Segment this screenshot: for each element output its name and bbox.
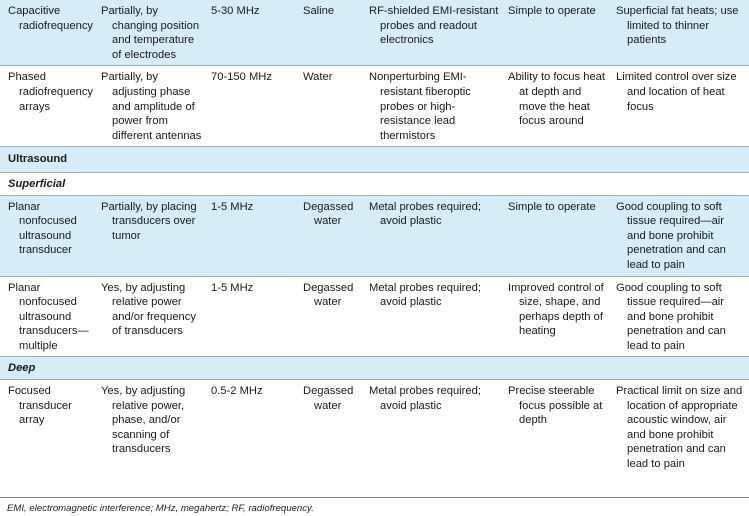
thermometry-cell xyxy=(365,0,504,66)
thermometry-cell xyxy=(365,276,504,357)
control-text: Partially, by changing position and temperature of electrodes xyxy=(101,5,200,61)
frequency-cell xyxy=(207,195,299,276)
subsection-deep xyxy=(0,357,749,380)
limitations-cell xyxy=(612,0,749,66)
thermometry-cell xyxy=(365,66,504,147)
table-bottom-rule xyxy=(0,497,749,498)
frequency-text: 0.5-2 MHz xyxy=(211,385,263,398)
advantages-text: Ability to focus heat at depth and move the heat focus around xyxy=(508,71,606,128)
medium-text: Saline xyxy=(303,5,335,17)
subsection-heading: Superficial xyxy=(0,172,749,195)
thermometry-text: Metal probes required; avoid plastic xyxy=(369,281,481,309)
control-text: Partially, by placing transducers over tumor xyxy=(101,200,197,242)
limitations-cell xyxy=(612,276,749,357)
method-cell xyxy=(0,66,97,147)
method-text: Focused transducer array xyxy=(8,385,72,427)
thermometry-cell xyxy=(365,380,504,475)
limitations-cell xyxy=(612,380,749,475)
thermometry-text: Metal probes required; avoid plastic xyxy=(369,385,481,412)
medium-cell xyxy=(299,380,365,475)
row-capacitive-radiofrequency xyxy=(0,0,749,66)
medium-text: Water xyxy=(303,71,333,84)
method-cell xyxy=(0,380,97,475)
advantages-text: Simple to operate xyxy=(508,5,596,17)
row-planar-nonfocused-transducer xyxy=(0,195,749,276)
frequency-text: 1-5 MHz xyxy=(211,281,254,294)
method-cell xyxy=(0,0,97,66)
method-text: Planar nonfocused ultrasound transducer xyxy=(8,200,77,257)
frequency-cell xyxy=(207,66,299,147)
frequency-cell xyxy=(207,380,299,475)
thermometry-text: Nonperturbing EMI-resistant fiberoptic probes or high-resistance lead thermistors xyxy=(369,71,471,142)
frequency-cell xyxy=(207,276,299,357)
method-text: Phased radiofrequency arrays xyxy=(8,71,94,113)
limitations-text: Superficial fat heats; use limited to thinner patients xyxy=(616,5,739,47)
medium-cell xyxy=(299,195,365,276)
method-cell xyxy=(0,195,97,276)
method-text: Capacitive radiofrequency xyxy=(8,5,94,32)
method-cell xyxy=(0,276,97,357)
section-ultrasound xyxy=(0,147,749,173)
control-cell xyxy=(97,195,207,276)
control-text: Partially, by adjusting phase and amplitude of power from different antennas xyxy=(101,71,202,142)
control-cell xyxy=(97,0,207,66)
control-cell xyxy=(97,276,207,357)
advantages-cell xyxy=(504,0,612,66)
row-focused-transducer-array xyxy=(0,380,749,475)
limitations-text: Good coupling to soft tissue required—air and bone prohibit penetration and can lead to pain xyxy=(616,200,726,271)
row-planar-nonfocused-transducers-multiple xyxy=(0,276,749,357)
medium-text: Degassed water xyxy=(303,385,354,412)
frequency-text: 70-150 MHz xyxy=(211,71,272,84)
advantages-cell xyxy=(504,380,612,475)
frequency-text: 1-5 MHz xyxy=(211,200,254,213)
advantages-text: Improved control of size, shape, and perhaps depth of heating xyxy=(508,281,604,338)
advantages-text: Precise steerable focus possible at depth xyxy=(508,385,603,427)
section-heading: Ultrasound xyxy=(0,147,749,173)
medium-cell xyxy=(299,276,365,357)
advantages-cell xyxy=(504,66,612,147)
method-text: Planar nonfocused ultrasound transducers—multiple xyxy=(8,281,89,352)
control-text: Yes, by adjusting relative power, phase, and/or scanning of transducers xyxy=(101,385,186,456)
medium-cell xyxy=(299,0,365,66)
limitations-text: Good coupling to soft tissue required—air and bone prohibit penetration and can lead to pain xyxy=(616,281,726,352)
control-text: Yes, by adjusting relative power and/or frequency of transducers xyxy=(101,281,196,338)
table-footnote: EMI, electromagnetic interference; MHz, megahertz; RF, radiofrequency. xyxy=(7,503,314,514)
control-cell xyxy=(97,380,207,475)
frequency-text: 5-30 MHz xyxy=(211,5,260,17)
medium-cell xyxy=(299,66,365,147)
subsection-superficial xyxy=(0,172,749,195)
frequency-cell xyxy=(207,0,299,66)
advantages-text: Simple to operate xyxy=(508,200,596,213)
thermometry-cell xyxy=(365,195,504,276)
thermometry-text: Metal probes required; avoid plastic xyxy=(369,200,481,228)
limitations-cell xyxy=(612,66,749,147)
medium-text: Degassed water xyxy=(303,281,354,309)
limitations-text: Limited control over size and location of heat focus xyxy=(616,71,737,113)
advantages-cell xyxy=(504,195,612,276)
control-cell xyxy=(97,66,207,147)
limitations-cell xyxy=(612,195,749,276)
medium-text: Degassed water xyxy=(303,200,354,228)
limitations-text: Practical limit on size and location of appropriate acoustic window, air and bone prohibit penetration and can lead to pain xyxy=(616,385,743,471)
subsection-heading: Deep xyxy=(0,357,749,380)
advantages-cell xyxy=(504,276,612,357)
row-phased-radiofrequency-arrays xyxy=(0,66,749,147)
thermometry-text: RF-shielded EMI-resistant probes and readout electronics xyxy=(369,5,499,47)
